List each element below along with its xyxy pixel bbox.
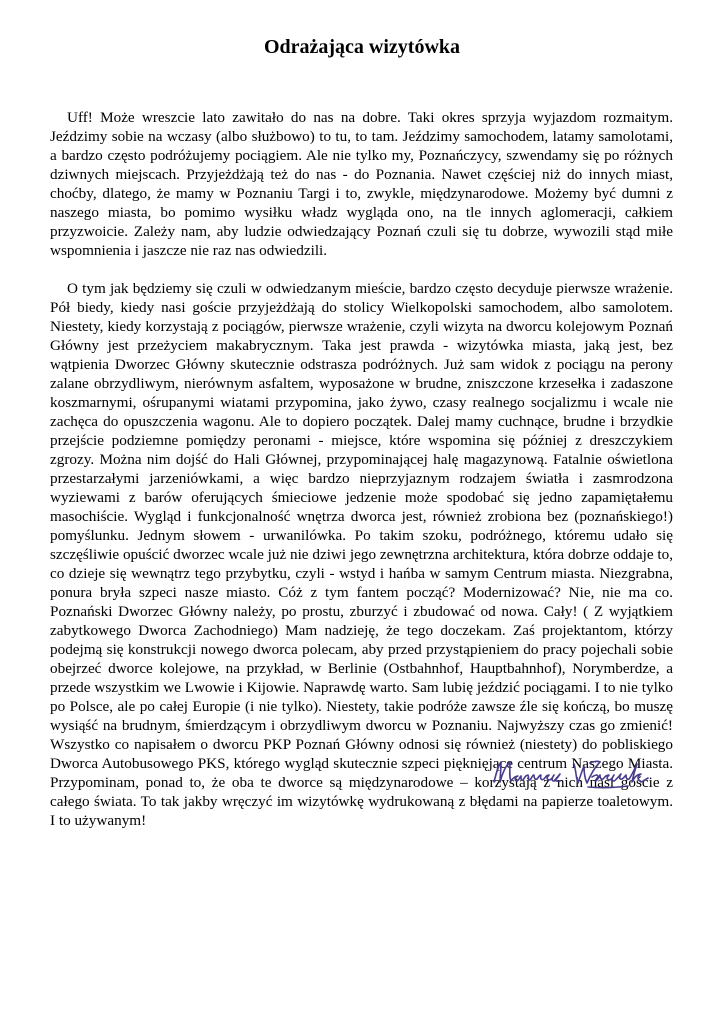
- handwritten-signature: [488, 752, 653, 798]
- paragraph-intro: Uff! Może wreszcie lato zawitało do nas na dobre. Taki okres sprzyja wyjazdom rozmaitym. Jeździmy sobie na wczasy (albo służbowo) to tu, to tam. Jeździmy samochodem, latamy samolotami, a bardzo często podróżujemy pociągiem. Ale nie tylko my, Poznańczycy, szwendamy się po różnych dziwnych miejscach. Przyjeżdżają też do nas - do Poznania. Nawet częściej niż do innych miast, choćby, dlatego, że mamy w Poznaniu Targi i to, zwykle, międzynarodowe. Możemy być dumni z naszego miasta, bo pomimo wysiłku władz wygląda ono, na tle innych aglomeracji, całkiem przyzwoicie. Zależy nam, aby ludzie odwiedzający Poznań czuli się tu dobrze, wywozili stąd miłe wspomnienia i jaszcze nie raz nas odwiedzili.: [50, 109, 673, 259]
- document-title: Odrażająca wizytówka: [263, 36, 461, 58]
- paragraph-main: O tym jak będziemy się czuli w odwiedzanym mieście, bardzo często decyduje pierwsze wrażenie. Pół biedy, kiedy nasi goście przyjeżdżają do stolicy Wielkopolski samochodem, albo samolotem. Niestety, kiedy korzystają z pociągów, pierwsze wrażenie, czyli wizyta na dworcu kolejowym Poznań Główny jest przeżyciem makabrycznym. Taka jest prawda - wizytówka miasta, jaką jest, bez wątpienia Dworzec Główny skutecznie odstrasza podróżnych. Już sam widok z pociągu na perony zalane obrzydliwym, nierównym asfaltem, wyposażone w brudne, zniszczone krzesełka i zadaszone koszmarnymi, ośrupanymi wiatami przypomina, jako żywo, czasy realnego socjalizmu i wcale nie zachęca do opuszczenia wagonu. Ale to dopiero początek. Dalej mamy cuchnące, brudne i brzydkie przejście podziemne pomiędzy peronami - miejsce, które wspomina się później z dreszczykiem zgrozy. Można nim dojść do Hali Głównej, przypominającej halę magazynową. Fatalnie oświetlona przestarzałymi jarzeniówkami, a więc bardzo nieprzyjaznym rodzajem światła i zasmrodzona wyziewami z barów oferujących śmieciowe jedzenie może spodobać się jedno zapamiętałemu masochiście. Wygląd i funkcjonalność wnętrza dworca jest, również zrobiona bez (poznańskiego!) pomyślunku. Jednym słowem - urwanilówka. Po takim szoku, podróżnego, któremu udało się szczęśliwie opuścić dworzec wcale już nie dziwi jego zewnętrzna architektura, która dobrze oddaje to, co dzieje się wewnątrz tego przybytku, czyli - wstyd i hańba w samym Centrum miasta. Niezgrabna, ponura bryła szpeci nasze miasto. Cóż z tym fantem począć? Modernizować? Nie, nie ma co. Poznański Dworzec Główny należy, po prostu, zburzyć i zbudować od nowa. Cały! ( Z wyjątkiem zabytkowego Dworca Zachodniego) Mam nadzieję, że tego doczekam. Zaś projektantom, którzy podejmą się konstrukcji nowego dworca polecam, aby przed przystąpieniem do pracy pojechali sobie obejrzeć dworce kolejowe, na przykład, w Berlinie (Ostbahnhof, Hauptbahnhof), Norymberdze, a przede wszystkim we Lwowie i Kijowie. Naprawdę warto. Sam lubię jeździć pociągami. I to nie tylko po Polsce, ale po całej Europie (i nie tylko). Niestety, takie podróże zawsze źle się kończą, bo muszę wysiąść na brudnym, śmierdzącym i obrzydliwym dworcu w Poznaniu. Najwyższy czas go zmienić! Wszystko co napisałem o dworcu PKP Poznań Główny odnosi się również (niestety) do pobliskiego Dworca Autobusowego PKS, którego wygląd skutecznie szpeci pięknięjące centrum Naszego Miasta. Przypominam, ponad to, że oba te dworce są międzynarodowe – korzystają z nich nasi goście z całego świata. To tak jakby wręczyć im wizytówkę wydrukowaną z błędami na papierze toaletowym. I to używanym!: [50, 280, 673, 829]
- document-body: [50, 108, 673, 830]
- signature-drawing: [488, 752, 653, 798]
